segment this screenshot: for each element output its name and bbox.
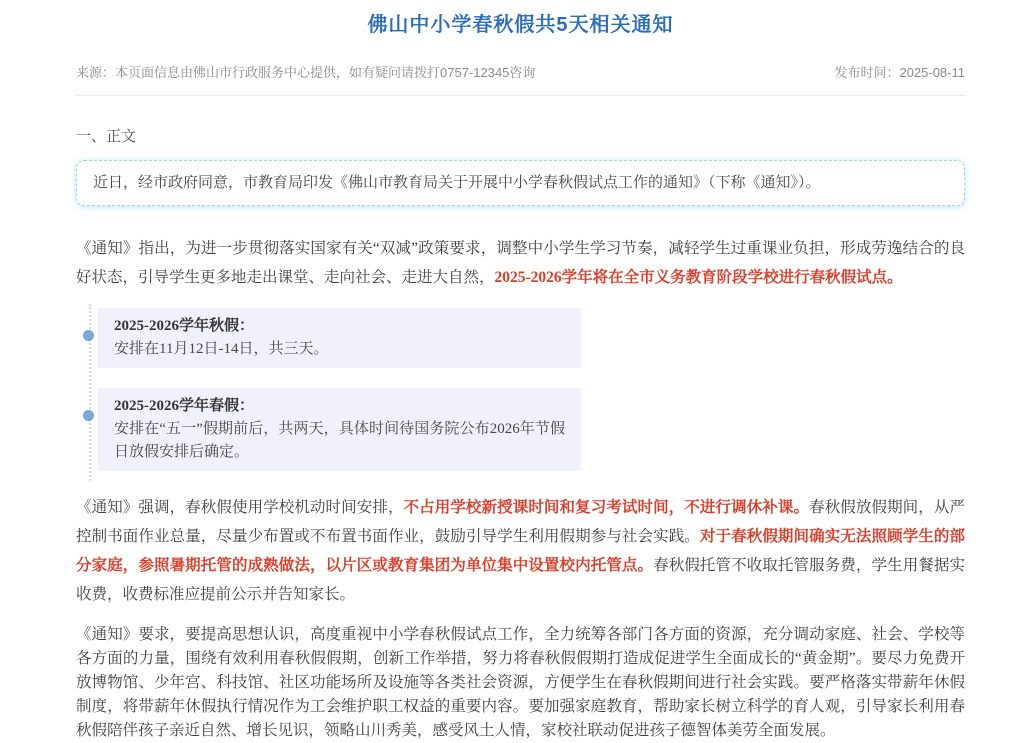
timeline-card-autumn <box>98 308 581 368</box>
p1-text: 《通知》指出，为进一步贯彻落实国家有关“双减”政策要求，调整中小学生学习节奏，减轻学生过重课业负担，形成劳逸结合的良好状态，引导学生更多地走出课堂、走向社会、走进大自然， <box>76 240 965 286</box>
paragraph-1 <box>76 234 965 292</box>
timeline-card-spring <box>98 388 581 471</box>
p2-text-1: 《通知》强调，春秋假使用学校机动时间安排， <box>76 499 404 516</box>
paragraph-3: 《通知》要求，要提高思想认识，高度重视中小学春秋假试点工作，全力统筹各部门各方面的资源，充分调动家庭、社会、学校等各方面的力量，围绕有效利用春秋假假期，创新工作举措，努力将春秋假假期打造成促进学生全面成长的“黄金期”。要尽力免费开放博物馆、少年宫、科技馆、社区功能场所及设施等各类社会资源，方便学生在春秋假期间进行社会实践。要严格落实带薪年休假制度，将带薪年休假执行情况作为工会维护职工权益的重要内容。要加强家庭教育，帮助家长树立科学的育人观，引导家长利用春秋假陪伴孩子亲近自然、增长见识，领略山川秀美，感受风土人情，家校社联动促进孩子德智体美劳全面发展。 <box>76 626 965 739</box>
source-text: 来源：本页面信息由佛山市行政服务中心提供，如有疑问请拨打0757-12345咨询 <box>76 65 536 80</box>
timeline <box>89 308 965 471</box>
timeline-card-body: 安排在“五一”假期前后，共两天，具体时间待国务院公布2026年节假日放假安排后确定。 <box>114 421 565 460</box>
p2-text-2: 春秋假放假期间，从严控制书面作业总量，尽量少布置或不布置书面作业，鼓励引导学生利用假期参与社会实践。 <box>76 499 965 545</box>
timeline-dot-icon <box>83 330 94 341</box>
meta-row <box>76 64 965 81</box>
timeline-card-title: 2025-2026学年春假： <box>114 398 254 414</box>
p1-highlight: 2025-2026学年将在全市义务教育阶段学校进行春秋假试点。 <box>494 269 903 286</box>
timeline-card-body: 安排在11月12日-14日，共三天。 <box>114 341 329 357</box>
p2-highlight-1: 不占用学校新授课时间和复习考试时间，不进行调休补课。 <box>403 499 810 516</box>
publish-time: 发布时间：2025-08-11 <box>834 65 965 80</box>
lead-box <box>76 160 965 206</box>
timeline-card-title: 2025-2026学年秋假： <box>114 318 254 334</box>
dotted-divider <box>76 95 965 96</box>
section-heading: 一、正文 <box>76 128 137 145</box>
p2-text-3: 春秋假托管不收取托管服务费，学生用餐据实收费，收费标准应提前公示并告知家长。 <box>76 557 965 603</box>
timeline-item-spring <box>98 388 965 471</box>
timeline-dot-icon <box>83 410 94 421</box>
page-title: 佛山中小学春秋假共5天相关通知 <box>367 14 674 36</box>
p2-highlight-2: 对于春秋假期间确实无法照顾学生的部分家庭，参照暑期托管的成熟做法，以片区或教育集团为单位集中设置校内托管点。 <box>76 528 965 574</box>
notice-article <box>0 12 1024 743</box>
timeline-item-autumn <box>98 308 965 368</box>
paragraph-2 <box>76 493 965 609</box>
lead-text: 近日，经市政府同意，市教育局印发《佛山市教育局关于开展中小学春秋假试点工作的通知》（下称《通知》）。 <box>93 175 821 191</box>
